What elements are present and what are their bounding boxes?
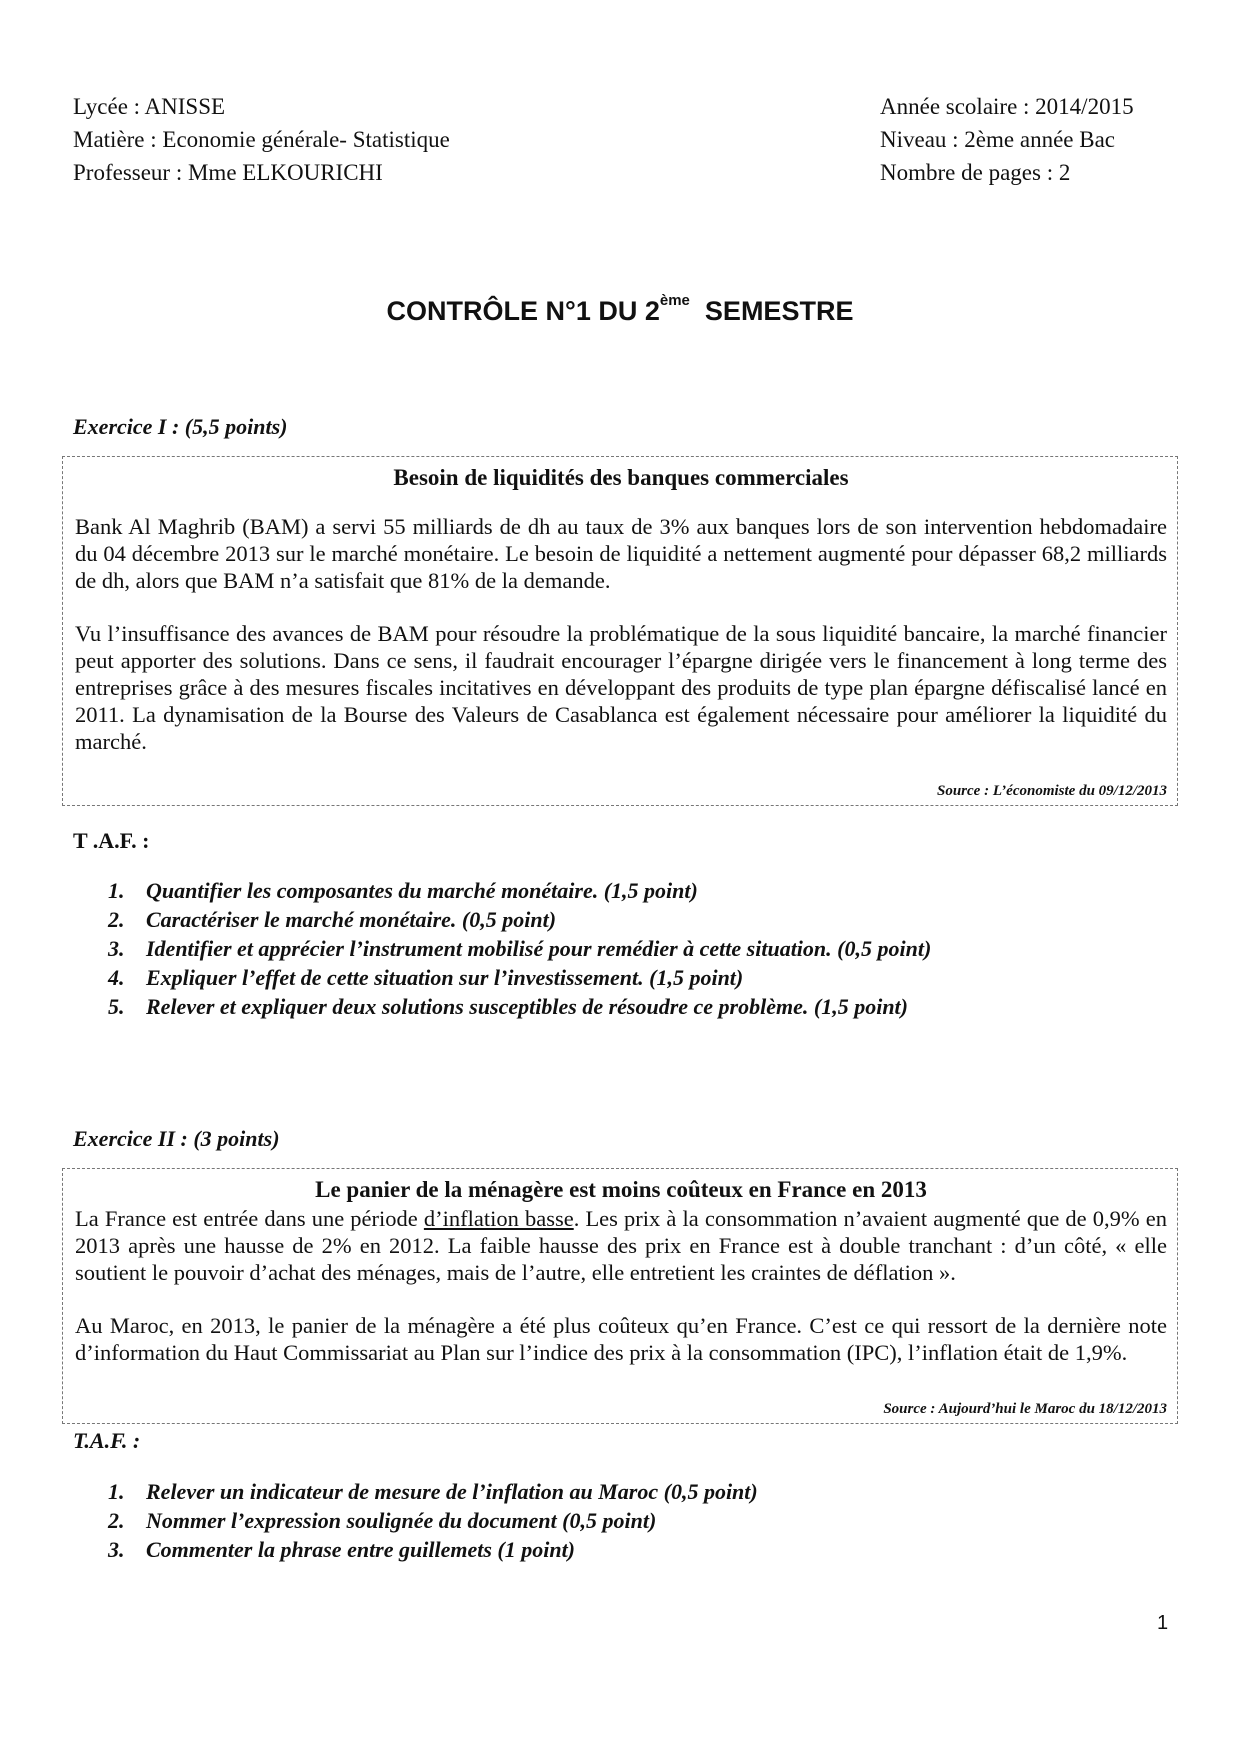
exercise-2-doc-title: Le panier de la ménagère est moins coûteux en France en 2013 xyxy=(315,1177,927,1202)
subject: Matière : Economie générale- Statistique xyxy=(73,127,450,152)
task-item: 2. Caractériser le marché monétaire. (0,5 point) xyxy=(108,907,557,932)
exercise-1-paragraph-2: Vu l’insuffisance des avances de BAM pour résoudre la problématique de la sous liquidité bancaire, la marché financier peut apporter des solutions. Dans ce sens, il faudrait encourager l’épargne dirigée vers le financement à long terme des entreprises grâce à des mesures fiscales incitatives en développant des produits de type plan épargne défiscalisé lancé en 2011. La dynamisation de la Bourse des Valeurs de Casablanca est également nécessaire pour améliorer la liquidité du marché. xyxy=(75,621,1167,754)
task-item: 2. Nommer l’expression soulignée du document (0,5 point) xyxy=(108,1508,657,1533)
task-item: 4. Expliquer l’effet de cette situation sur l’investissement. (1,5 point) xyxy=(108,965,744,990)
level: Niveau : 2ème année Bac xyxy=(880,127,1115,152)
task-item: 3. Identifier et apprécier l’instrument mobilisé pour remédier à cette situation. (0,5 point) xyxy=(108,936,932,961)
school-name: Lycée : ANISSE xyxy=(73,94,226,119)
exercise-2-paragraph-1: La France est entrée dans une période d’inflation basse. Les prix à la consommation n’avaient augmenté que de 0,9% en 2013 après une hausse de 2% en 2012. La faible hausse des prix en France est à double tranchant : d’un côté, « elle soutient le pouvoir d’achat des ménages, mais de l’autre, elle entretient les craintes de déflation ». xyxy=(75,1206,1167,1285)
school-year: Année scolaire : 2014/2015 xyxy=(880,94,1134,119)
task-item: 1. Quantifier les composantes du marché monétaire. (1,5 point) xyxy=(108,878,698,903)
exercise-1-doc-title: Besoin de liquidités des banques commerciales xyxy=(393,465,849,490)
exercise-2-heading: Exercice II : (3 points) xyxy=(73,1126,280,1151)
exercise-1-source: Source : L’économiste du 09/12/2013 xyxy=(937,783,1167,799)
exercise-1-task-list xyxy=(108,876,931,1021)
page-number: 1 xyxy=(1157,1612,1169,1634)
exercise-2-document xyxy=(62,1168,1178,1424)
task-item: 3. Commenter la phrase entre guillemets (1 point) xyxy=(108,1537,576,1562)
exercise-1-document xyxy=(62,456,1178,806)
exercise-2-taf: T.A.F. : xyxy=(73,1428,141,1453)
teacher: Professeur : Mme ELKOURICHI xyxy=(73,160,383,185)
page-count: Nombre de pages : 2 xyxy=(880,160,1071,185)
header-right xyxy=(880,90,1134,189)
task-item: 5. Relever et expliquer deux solutions susceptibles de résoudre ce problème. (1,5 point) xyxy=(108,994,908,1019)
exercise-2-task-list xyxy=(108,1477,758,1564)
exercise-2-source: Source : Aujourd’hui le Maroc du 18/12/2013 xyxy=(883,1401,1167,1417)
exercise-1-paragraph-1: Bank Al Maghrib (BAM) a servi 55 milliards de dh au taux de 3% aux banques lors de son intervention hebdomadaire du 04 décembre 2013 sur le marché monétaire. Le besoin de liquidité a nettement augmenté pour dépasser 68,2 milliards de dh, alors que BAM n’a satisfait que 81% de la demande. xyxy=(75,514,1167,593)
header-left xyxy=(73,90,450,189)
exercise-2-paragraph-2: Au Maroc, en 2013, le panier de la ménagère a été plus coûteux qu’en France. C’est ce qui ressort de la dernière note d’information du Haut Commissariat au Plan sur l’indice des prix à la consommation (IPC), l’inflation était de 1,9%. xyxy=(75,1313,1167,1365)
task-item: 1. Relever un indicateur de mesure de l’inflation au Maroc (0,5 point) xyxy=(108,1479,758,1504)
underlined-expression: d’inflation basse xyxy=(423,1206,574,1231)
exercise-1-heading: Exercice I : (5,5 points) xyxy=(73,414,288,439)
exercise-1-taf: T .A.F. : xyxy=(73,828,150,853)
title-superscript: ème xyxy=(659,292,690,309)
page-title: CONTRÔLE N°1 DU 2ème SEMESTRE xyxy=(386,292,854,326)
